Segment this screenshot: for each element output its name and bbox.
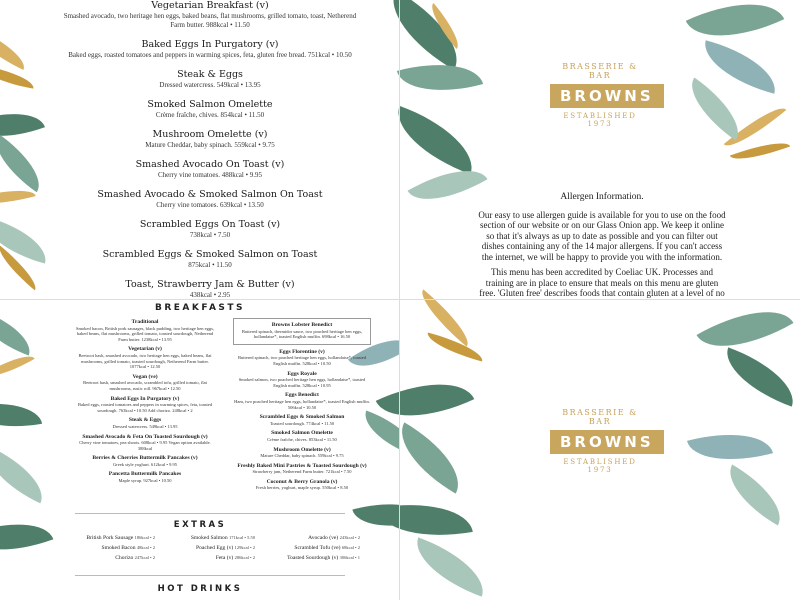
item-description: Smashed avocado, two heritage hen eggs, baked beans, flat mushrooms, grilled tomato, toast, Netherend Farm butter. 988kcal • 11.50: [63, 12, 357, 29]
item-name: Pancetta Buttermilk Pancakes: [108, 471, 182, 478]
item-name: Smoked Salmon Omelette: [147, 99, 273, 110]
menu-item: [233, 430, 371, 442]
extra-name: Avocado (ve): [308, 535, 339, 541]
menu-item: [75, 346, 215, 369]
item-name: Scrambled Eggs & Smoked Salmon on Toast: [102, 249, 318, 260]
extra-name: Toasted Sourdough (v): [287, 555, 339, 561]
item-description: Cherry vine tomatoes. 488kcal • 9.95: [157, 171, 263, 179]
item-name: Mushroom Omelette (v): [152, 129, 268, 140]
menu-item: [60, 189, 360, 210]
menu-item: [233, 479, 371, 491]
browns-logo: [550, 408, 654, 474]
extra-item: [70, 533, 155, 543]
item-description: Mature Cheddar, baby spinach. 559kcal • 9.75: [260, 453, 344, 459]
item-description: Crème fraîche, chives. 853kcal • 11.50: [267, 436, 337, 442]
menu-item: [60, 0, 360, 30]
menu-item: [75, 417, 215, 429]
item-name: Baked Eggs In Purgatory (v): [110, 395, 180, 402]
item-description: Baked eggs, roasted tomatoes and peppers in warming spices, feta, gluten free bread. 751kcal • 10.50: [68, 51, 352, 59]
menu-page-top-left: [0, 0, 400, 300]
item-description: Smoked bacon, British pork sausages, black pudding, two heritage hen eggs, baked beans, flat mushrooms, grilled tomato, toasted sourdough, Netherend Farm butter. 1238kcal • 13.95: [76, 325, 214, 342]
item-name: Browns Lobster Benedict: [271, 322, 333, 328]
extras-column-3: [262, 533, 360, 563]
item-description: Strawberry jam, Netherend Farm butter. 721kcal • 7.50: [252, 469, 352, 475]
item-description: Smoked salmon, two poached heritage hen eggs, hollandaise*, toasted English muffin. 528kcal • 10.95: [238, 377, 366, 388]
extra-item: [160, 533, 255, 543]
item-name: Traditional: [131, 319, 159, 325]
extra-price: 243kcal • 2: [339, 535, 360, 540]
extra-item: [262, 553, 360, 563]
extra-item: [262, 533, 360, 543]
menu-item: [233, 349, 371, 367]
item-description: Buttered spinach, thermidor sauce, two poached heritage hen eggs, hollandaise*, toasted English muffin. 698kcal • 16.50: [241, 328, 363, 340]
extra-item: [70, 543, 155, 553]
extras-column-2: [160, 533, 255, 563]
allergen-paragraph-1: Our easy to use allergen guide is available for you to use on the food section of our website or on our Glass Onion app. We keep it online so that it's always as up to date as possible and you can filter out dishes containing any of the 14 major allergens. If you can't access the internet, we will be happy to provide you with the information.: [478, 209, 726, 262]
allergen-paragraph-2: This menu has been accredited by Coeliac UK. Processes and training are in place to ensure that meals on this menu are gluten free. 'Gluten free' describes foods that contain gluten at a level of no: [479, 267, 725, 298]
extra-item: [262, 543, 360, 553]
item-name: Steak & Eggs: [128, 417, 162, 424]
extra-name: Chorizo: [115, 555, 134, 561]
item-description: Buttered spinach, two poached heritage hen eggs, hollandaise*, toasted English muffin. 528kcal • 10.50: [237, 355, 367, 366]
extra-name: Smoked Salmon: [190, 535, 228, 541]
menu-item: [60, 219, 360, 240]
menu-item: [60, 159, 360, 180]
item-name: Eggs Florentine (v): [279, 348, 325, 355]
logo-name: BROWNS: [550, 430, 664, 454]
page-divider-vertical: [399, 0, 400, 600]
item-name: Smashed Avocado & Smoked Salmon On Toast: [97, 189, 323, 200]
item-description: Mature Cheddar, baby spinach. 559kcal • 9.75: [145, 141, 275, 149]
item-description: Baked eggs, roasted tomatoes and peppers in warming spices, feta, toasted sourdough. 763kcal • 10.50 Add chorizo. 248kcal • 2: [77, 402, 213, 413]
item-description: Crème fraîche, chives. 854kcal • 11.50: [155, 111, 265, 119]
item-description: 875kcal • 11.50: [188, 261, 232, 269]
menu-item: [233, 371, 371, 389]
item-name: Vegetarian Breakfast (v): [151, 0, 269, 11]
item-description: Cherry vine tomatoes, pea shoots. 608kcal • 9.95 Vegan option available. 388kcal: [79, 440, 211, 451]
menu-item: [60, 99, 360, 120]
menu-item: [60, 249, 360, 270]
item-description: Beetroot hash, smashed avocado, scrambled tofu, grilled tomato, flat mushrooms, rustic roll. 967kcal • 12.50: [83, 380, 207, 391]
item-description: Greek style yoghurt. 612kcal • 9.95: [113, 461, 177, 467]
extra-item: [160, 543, 255, 553]
item-description: Ham, two poached heritage hen eggs, hollandaise*, toasted English muffin. 506kcal • 10.50: [234, 398, 370, 410]
menu-item: [75, 434, 215, 452]
menu-item: [233, 447, 371, 459]
item-name: Freshly Baked Mini Pastries & Toasted Sourdough (v): [237, 462, 367, 469]
item-name: Smashed Avocado On Toast (v): [135, 159, 285, 170]
menu-item: [75, 396, 215, 414]
menu-item: [60, 39, 360, 60]
section-divider: [75, 513, 345, 514]
extra-name: British Pork Sausage: [86, 535, 134, 541]
logo-name: BROWNS: [550, 84, 664, 108]
item-description: Dressed watercress. 549kcal • 13.95: [159, 81, 261, 89]
item-name: Berries & Cherries Buttermilk Pancakes (v): [92, 455, 198, 462]
menu-item: [233, 414, 371, 426]
logo-tagline: BRASSERIE & BAR: [562, 408, 638, 426]
item-name: Eggs Benedict: [285, 392, 319, 399]
breakfasts-heading: BREAKFASTS: [154, 303, 246, 313]
item-name: Vegetarian (v): [128, 346, 162, 353]
item-name: Coconut & Berry Granola (v): [266, 478, 338, 485]
logo-established: ESTABLISHED 1973: [563, 112, 637, 128]
menu-item: [75, 319, 215, 342]
menu-item: [75, 471, 215, 483]
menu-item-list: [60, 0, 360, 309]
item-description: Cherry vine tomatoes. 639kcal • 13.50: [156, 201, 264, 209]
menu-item: [60, 279, 360, 300]
extra-price: 171kcal • 5.50: [229, 535, 255, 540]
item-description: Fresh berries, yoghurt, maple syrup. 550kcal • 8.50: [255, 485, 349, 491]
item-name: Smoked Salmon Omelette: [271, 430, 333, 437]
menu-item: [233, 463, 371, 475]
extra-price: 129kcal • 2: [234, 545, 255, 550]
extra-name: Feta (v): [215, 555, 234, 561]
logo-established: ESTABLISHED 1973: [563, 458, 637, 474]
menu-item: [75, 455, 215, 467]
item-description: Maple syrup. 927kcal • 10.50: [118, 478, 172, 484]
featured-item-box: [233, 318, 371, 345]
item-description: Beetroot hash, smashed avocado, two heritage hen eggs, baked beans, flat mushrooms, grilled tomato, toasted sourdough, Netherend Farm butter. 1077kcal • 12.50: [78, 352, 212, 370]
item-name: Scrambled Eggs On Toast (v): [139, 219, 281, 230]
hot-drinks-heading: HOT DRINKS: [157, 584, 243, 594]
extras-heading: EXTRAS: [173, 520, 227, 530]
item-description: Dressed watercress. 549kcal • 13.95: [112, 423, 178, 429]
extra-name: Poached Egg (v): [195, 545, 234, 551]
extra-price: 286kcal • 2: [234, 555, 255, 560]
extra-item: [70, 553, 155, 563]
extra-price: 247kcal • 2: [134, 555, 155, 560]
item-description: 738kcal • 7.50: [189, 231, 231, 239]
item-name: Mushroom Omelette (v): [273, 446, 331, 453]
extra-name: Scrambled Tofu (ve): [294, 545, 341, 551]
menu-page-bottom-right: [400, 300, 800, 600]
extra-price: 48kcal • 2: [136, 545, 155, 550]
menu-item: [75, 374, 215, 392]
allergen-title: Allergen Information.: [560, 192, 644, 202]
extras-column-1: [70, 533, 155, 563]
logo-tagline: BRASSERIE & BAR: [562, 62, 638, 80]
menu-item: [233, 392, 371, 410]
item-name: Smashed Avocado & Feta On Toasted Sourdough (v): [82, 433, 208, 440]
item-description: Toasted sourdough. 774kcal • 11.50: [269, 420, 335, 426]
browns-logo: [550, 62, 654, 128]
extra-price: 306kcal • 1: [339, 555, 360, 560]
page-divider-horizontal: [0, 299, 800, 300]
extra-price: 68kcal • 2: [341, 545, 360, 550]
item-name: Steak & Eggs: [177, 69, 243, 80]
item-name: Scrambled Eggs & Smoked Salmon: [259, 414, 345, 421]
item-name: Vegan (ve): [132, 373, 158, 380]
item-description: 438kcal • 2.95: [189, 291, 231, 299]
item-name: Eggs Royale: [287, 370, 317, 377]
breakfast-left-column: [75, 319, 215, 488]
breakfast-right-column: [233, 318, 371, 495]
menu-item: [60, 129, 360, 150]
extra-item: [160, 553, 255, 563]
extra-name: Smoked Bacon: [101, 545, 136, 551]
extra-price: 186kcal • 2: [134, 535, 155, 540]
allergen-info: [478, 192, 726, 314]
item-name: Baked Eggs In Purgatory (v): [141, 39, 279, 50]
section-divider: [75, 575, 345, 576]
item-name: Toast, Strawberry Jam & Butter (v): [125, 279, 295, 290]
menu-item: [60, 69, 360, 90]
